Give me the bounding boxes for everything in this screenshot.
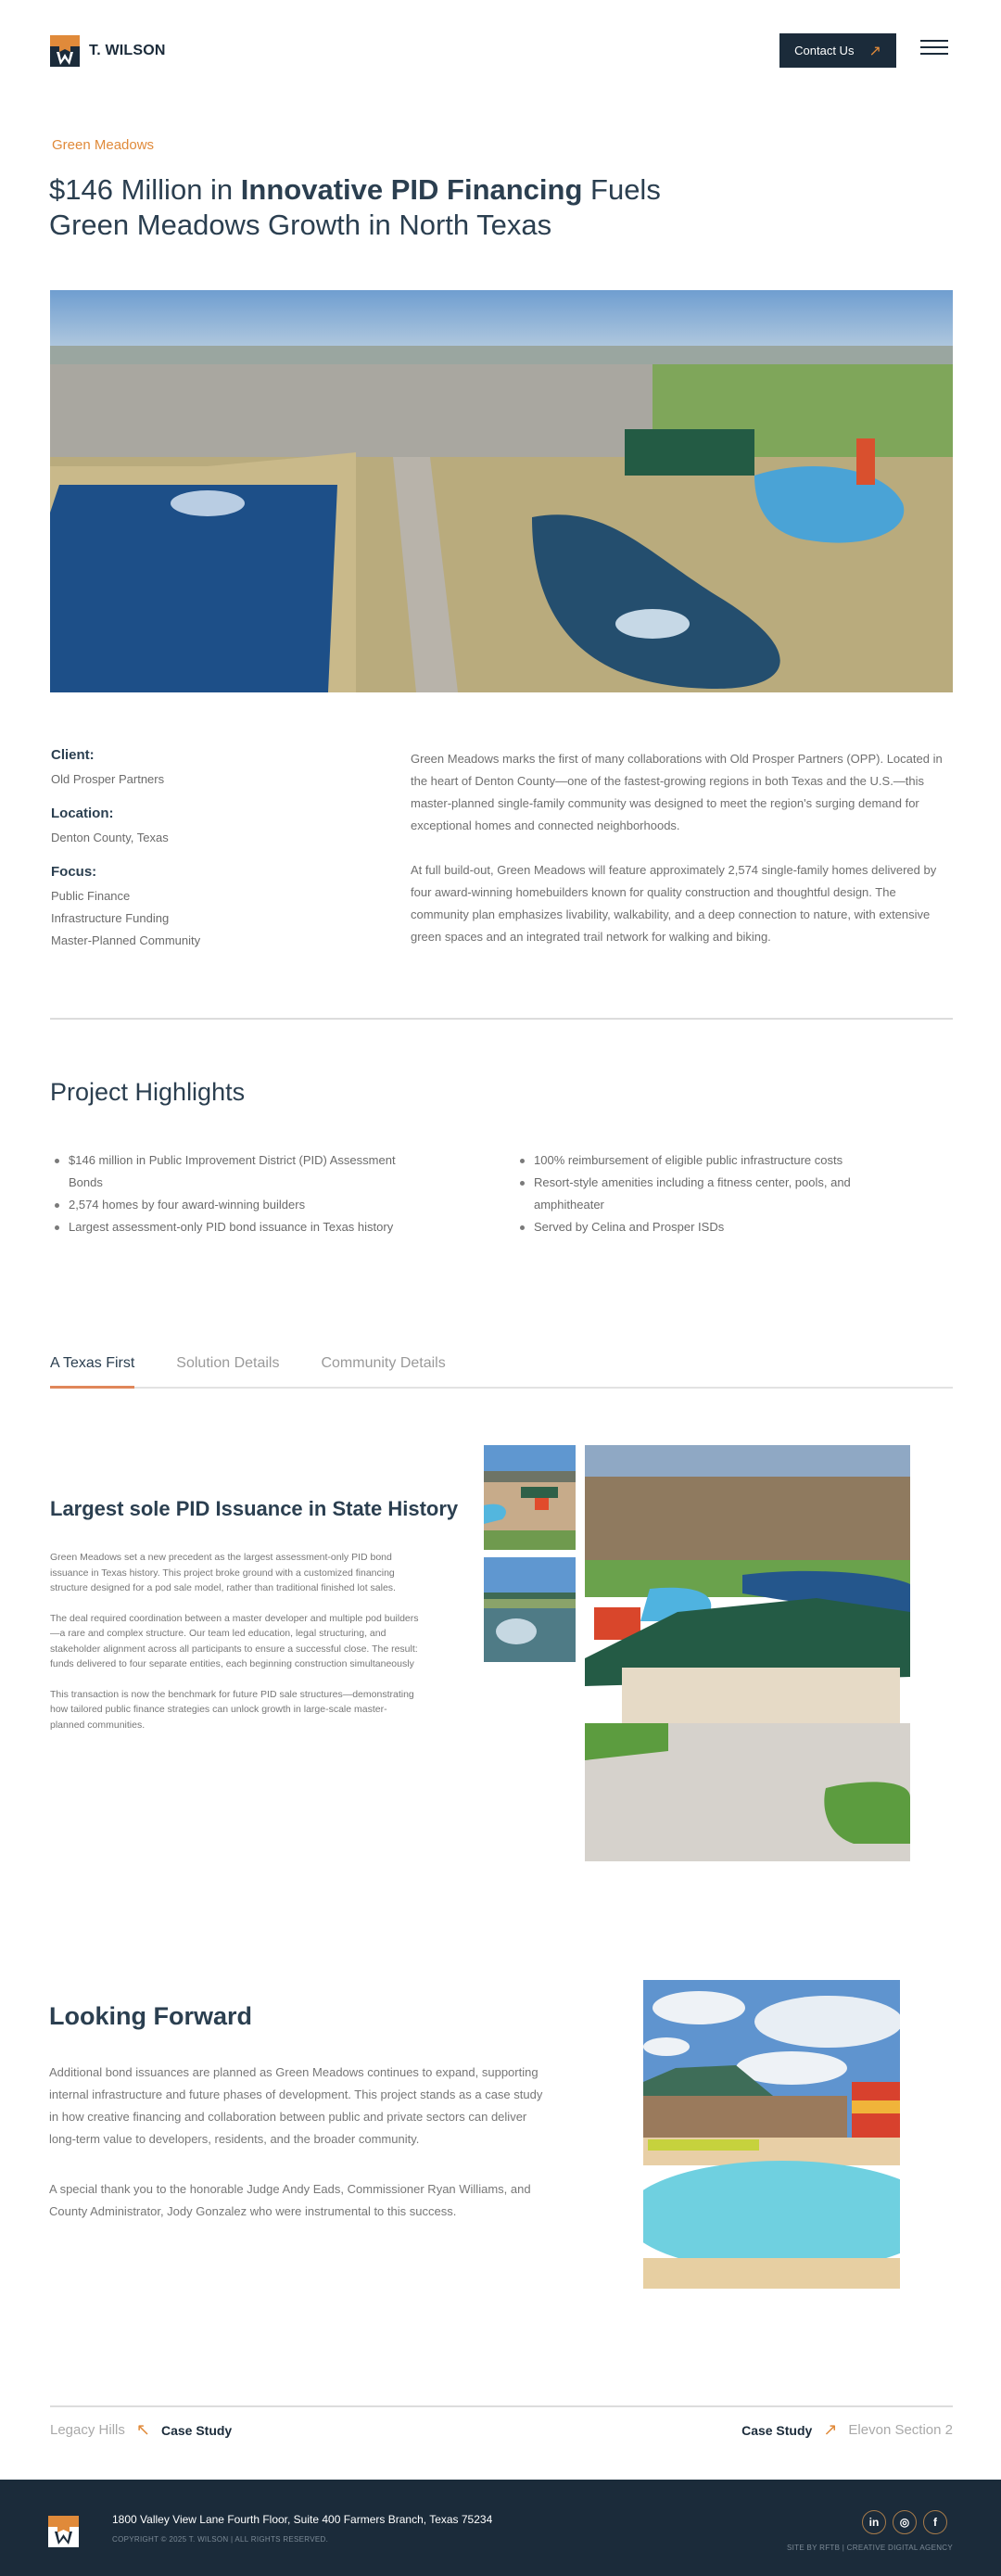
contact-us-label: Contact Us xyxy=(794,44,855,57)
tab-bar xyxy=(50,1355,953,1389)
linkedin-icon[interactable]: in xyxy=(862,2510,886,2534)
highlight-item: $146 million in Public Improvement District (PID) Assessment Bonds xyxy=(51,1149,422,1194)
logo-mark-icon xyxy=(50,35,80,67)
next-case-study-label: Case Study xyxy=(741,2422,813,2438)
tab-community-details[interactable]: Community Details xyxy=(321,1355,446,1371)
footer-address: 1800 Valley View Lane Fourth Floor, Suite 400 Farmers Branch, Texas 75234 xyxy=(112,2513,493,2526)
previous-case-study-link[interactable] xyxy=(50,2420,232,2440)
looking-forward-paragraph: A special thank you to the honorable Judge Andy Eads, Commissioner Ryan Williams, and County Administrator, Jody Gonzalez who were instrumental to this success. xyxy=(49,2182,531,2218)
arrow-up-left-icon: ↖ xyxy=(135,2420,150,2439)
intro-paragraph: At full build-out, Green Meadows will feature approximately 2,574 single-family homes delivered by four award-winning homebuilders known for quality construction and thoughtful design. The community plan emphasizes livability, walkability, and a deep connection to nature, with extensive green spaces and an integrated trail network for walking and biking. xyxy=(411,863,937,944)
project-eyebrow: Green Meadows xyxy=(52,137,155,153)
gallery-thumbnail-pool[interactable] xyxy=(484,1445,576,1550)
facebook-icon[interactable]: f xyxy=(923,2510,947,2534)
highlight-item: Largest assessment-only PID bond issuance in Texas history xyxy=(51,1216,422,1238)
brand-logo[interactable] xyxy=(50,35,166,67)
tab-content-body xyxy=(50,1550,421,1747)
pager-divider xyxy=(50,2405,953,2407)
next-case-study-link[interactable] xyxy=(741,2420,953,2440)
location-value: Denton County, Texas xyxy=(51,831,169,844)
highlight-item: 100% reimbursement of eligible public infrastructure costs xyxy=(516,1149,887,1172)
client-label: Client: xyxy=(51,747,95,763)
focus-label: Focus: xyxy=(51,864,97,880)
footer-credit-link[interactable]: SITE BY RFTB | CREATIVE DIGITAL AGENCY xyxy=(787,2544,953,2552)
pool-amenity-image xyxy=(643,1980,900,2289)
gallery-main-image-clubhouse xyxy=(585,1445,910,1861)
contact-us-button[interactable] xyxy=(779,33,896,68)
tab-paragraph: Green Meadows set a new precedent as the largest assessment-only PID bond issuance in Texas history. This project broke ground with a customized financing structure designed for a pod sale model, rather than traditional finished lot sales. xyxy=(50,1552,396,1593)
looking-forward-paragraph: Additional bond issuances are planned as Green Meadows continues to expand, supporting internal infrastructure and future phases of development. This project stands as a case study in how creative financing and collaboration between public and private sectors can deliver long-term value to developers, residents, and the broader community. xyxy=(49,2065,543,2146)
arrow-up-right-icon: ↗ xyxy=(868,43,881,59)
highlights-list-right xyxy=(516,1149,887,1238)
focus-value: Master-Planned Community xyxy=(51,933,201,947)
tab-paragraph: The deal required coordination between a master developer and multiple pod builders—a rare and complex structure. Our team led education, legal structuring, and stakeholder alignment across all participants to ensure a successful close. The result: funds delivered to four separate entities, each beginning construction simultaneously xyxy=(50,1612,419,1669)
site-footer xyxy=(0,2480,1001,2576)
intro-paragraph: Green Meadows marks the first of many collaborations with Old Prosper Partners (OPP). Located in the heart of Denton County—one of the fastest-growing regions in both Texas and the U.S.—this master-planned single-family community was designed to meet the region's surging demand for exceptional homes and connected neighborhoods. xyxy=(411,752,943,832)
footer-copyright: COPYRIGHT © 2025 T. WILSON | ALL RIGHTS RESERVED. xyxy=(112,2535,329,2544)
section-divider xyxy=(50,1018,953,1020)
tab-a-texas-first[interactable]: A Texas First xyxy=(50,1355,134,1387)
looking-forward-title: Looking Forward xyxy=(49,2002,252,2030)
focus-value: Public Finance xyxy=(51,889,131,903)
tab-solution-details[interactable]: Solution Details xyxy=(176,1355,280,1371)
hamburger-menu-icon[interactable] xyxy=(920,40,948,58)
hero-aerial-image xyxy=(50,290,953,692)
footer-logo-icon[interactable] xyxy=(48,2516,79,2547)
highlight-item: 2,574 homes by four award-winning builders xyxy=(51,1194,422,1216)
project-meta xyxy=(51,747,357,967)
tab-paragraph: This transaction is now the benchmark for future PID sale structures—demonstrating how tailored public finance strategies can unlock growth in large-scale master-planned communities. xyxy=(50,1688,414,1731)
case-study-pager xyxy=(50,2420,953,2440)
previous-project-name: Legacy Hills xyxy=(50,2422,125,2438)
looking-forward-body xyxy=(49,2062,550,2251)
highlight-item: Resort-style amenities including a fitness center, pools, and amphitheater xyxy=(516,1172,887,1216)
next-project-name: Elevon Section 2 xyxy=(848,2422,953,2438)
client-value: Old Prosper Partners xyxy=(51,772,165,786)
previous-case-study-label: Case Study xyxy=(160,2422,233,2438)
intro-text xyxy=(411,748,957,971)
instagram-icon[interactable]: ◎ xyxy=(893,2510,917,2534)
tab-content-heading: Largest sole PID Issuance in State History xyxy=(50,1497,459,1520)
page-title: $146 Million in Innovative PID Financing Fuels Green Meadows Growth in North Texas xyxy=(49,173,661,241)
focus-value: Infrastructure Funding xyxy=(51,911,170,925)
brand-name: T. WILSON xyxy=(89,43,166,58)
gallery-thumbnail-fountain[interactable] xyxy=(484,1557,576,1662)
highlights-title: Project Highlights xyxy=(50,1078,246,1106)
location-label: Location: xyxy=(51,806,114,821)
highlights-list-left xyxy=(51,1149,422,1238)
highlight-item: Served by Celina and Prosper ISDs xyxy=(516,1216,887,1238)
arrow-up-right-icon: ↗ xyxy=(823,2420,838,2439)
